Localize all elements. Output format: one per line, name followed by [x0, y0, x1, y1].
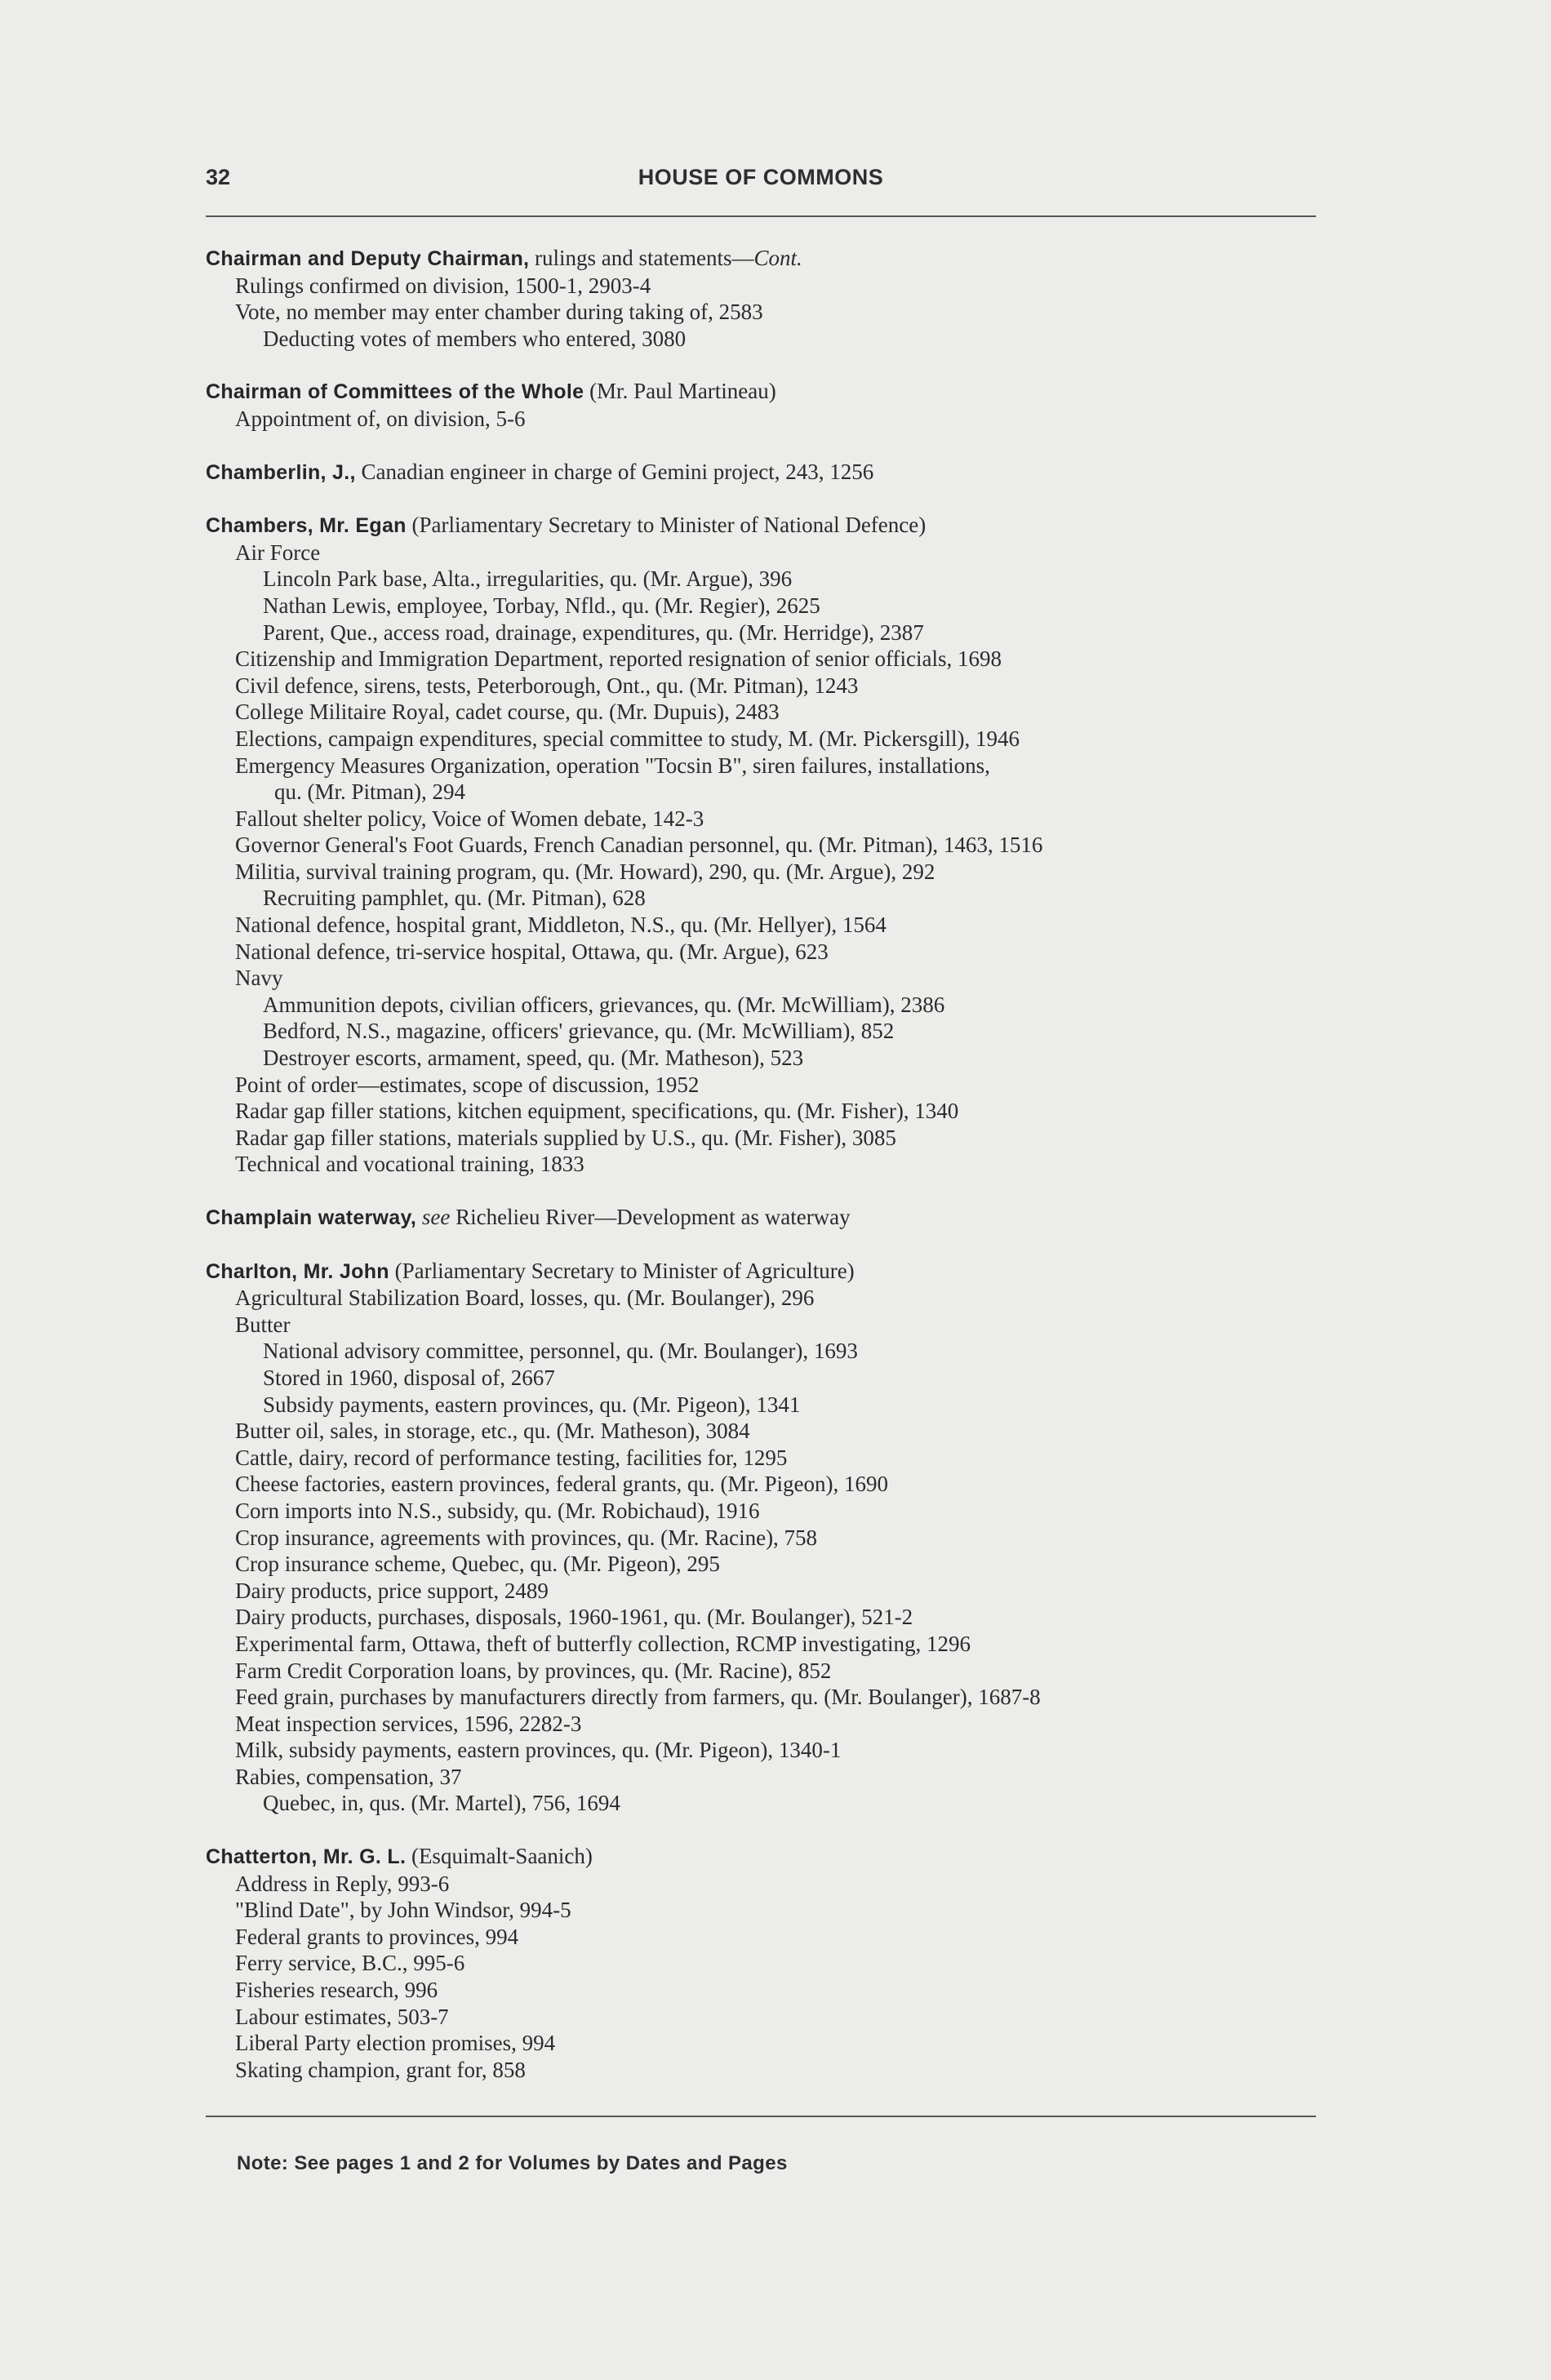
sub-subentry: Recruiting pamphlet, qu. (Mr. Pitman), 628 — [263, 886, 646, 911]
sub-subentry: National advisory committee, personnel, qu. (Mr. Boulanger), 1693 — [263, 1339, 858, 1364]
subentry: Rulings confirmed on division, 1500-1, 2903-4 — [235, 273, 651, 298]
footer-note: Note: See pages 1 and 2 for Volumes by Dates and Pages — [237, 2152, 788, 2174]
subentry: Skating champion, grant for, 858 — [235, 2057, 526, 2082]
entry-heading-detail: Canadian engineer in charge of Gemini project, 243, 1256 — [355, 459, 874, 484]
subentry: Labour estimates, 503-7 — [235, 2004, 449, 2029]
subentry: Meat inspection services, 1596, 2282-3 — [235, 1711, 582, 1736]
subentry: Air Force — [235, 539, 321, 565]
entry-heading-name: Chambers, Mr. Egan — [206, 514, 407, 538]
subentry: Elections, campaign expenditures, special committee to study, M. (Mr. Pickersgill), 1946 — [235, 726, 1020, 751]
subentry: Cheese factories, eastern provinces, federal grants, qu. (Mr. Pigeon), 1690 — [235, 1472, 888, 1497]
subentry: National defence, tri-service hospital, Ottawa, qu. (Mr. Argue), 623 — [235, 939, 829, 964]
sub-subentry: Subsidy payments, eastern provinces, qu. (Mr. Pigeon), 1341 — [263, 1392, 801, 1417]
index-entry — [206, 512, 1349, 1178]
entry-heading-name: Chamberlin, J., — [206, 460, 356, 484]
entry-heading-italic: Cont. — [753, 246, 802, 270]
entry-heading-detail: Richelieu River—Development as waterway — [450, 1205, 851, 1229]
subentry: Citizenship and Immigration Department, reported resignation of senior officials, 1698 — [235, 646, 1002, 672]
entry-heading — [206, 1258, 1349, 1285]
subentry: Navy — [235, 966, 283, 991]
subentry: Address in Reply, 993-6 — [235, 1871, 450, 1896]
entry-heading-detail: (Esquimalt-Saanich) — [406, 1844, 593, 1869]
subentry: Fisheries research, 996 — [235, 1978, 438, 2003]
subentry: Experimental farm, Ottawa, theft of butterfly collection, RCMP investigating, 1296 — [235, 1631, 971, 1656]
subentry: Emergency Measures Organization, operation "Tocsin B", siren failures, installations, — [235, 753, 990, 778]
subentry: Farm Credit Corporation loans, by provinces, qu. (Mr. Racine), 852 — [235, 1658, 832, 1683]
subentry: Cattle, dairy, record of performance testing, facilities for, 1295 — [235, 1445, 788, 1470]
subentry: Dairy products, purchases, disposals, 1960-1961, qu. (Mr. Boulanger), 521-2 — [235, 1605, 913, 1630]
subentry: Ferry service, B.C., 995-6 — [235, 1951, 465, 1976]
sub-subentry: Stored in 1960, disposal of, 2667 — [263, 1365, 555, 1390]
subentry: Agricultural Stabilization Board, losses, qu. (Mr. Boulanger), 296 — [235, 1285, 815, 1311]
index-entry — [206, 1843, 1349, 2083]
entry-heading — [206, 1843, 1349, 1871]
subentry: Feed grain, purchases by manufacturers directly from farmers, qu. (Mr. Boulanger), 1687-8 — [235, 1685, 1041, 1710]
subentry: Butter — [235, 1312, 291, 1337]
entry-heading-italic: see — [416, 1205, 451, 1229]
header-rule — [206, 215, 1316, 217]
index-body — [206, 245, 1349, 2109]
entry-heading-name: Chairman and Deputy Chairman, — [206, 247, 530, 270]
subentry: Liberal Party election promises, 994 — [235, 2031, 556, 2056]
subentry: Crop insurance scheme, Quebec, qu. (Mr. Pigeon), 295 — [235, 1552, 720, 1577]
entry-heading — [206, 459, 1349, 486]
sub-subentry: Nathan Lewis, employee, Torbay, Nfld., qu. (Mr. Regier), 2625 — [263, 593, 820, 618]
entry-heading-name: Charlton, Mr. John — [206, 1259, 389, 1283]
page-header — [206, 165, 1316, 199]
subentry: Appointment of, on division, 5-6 — [235, 406, 526, 431]
subentry: Corn imports into N.S., subsidy, qu. (Mr. Robichaud), 1916 — [235, 1498, 760, 1523]
entry-heading-detail: (Parliamentary Secretary to Minister of Agriculture) — [389, 1258, 855, 1283]
entry-heading-detail: rulings and statements— — [529, 246, 754, 270]
subentry: Radar gap filler stations, kitchen equipment, specifications, qu. (Mr. Fisher), 1340 — [235, 1099, 959, 1124]
index-entry — [206, 1258, 1349, 1817]
sub-subentry: Bedford, N.S., magazine, officers' grievance, qu. (Mr. McWilliam), 852 — [263, 1019, 895, 1044]
entry-heading-detail: (Mr. Paul Martineau) — [584, 379, 776, 404]
subentry: Milk, subsidy payments, eastern provinces, qu. (Mr. Pigeon), 1340-1 — [235, 1738, 842, 1763]
subentry: College Militaire Royal, cadet course, qu. (Mr. Dupuis), 2483 — [235, 699, 780, 725]
sub-subentry: Deducting votes of members who entered, 3080 — [263, 326, 687, 351]
sub-subentry: Ammunition depots, civilian officers, grievances, qu. (Mr. McWilliam), 2386 — [263, 992, 945, 1017]
subentry: Civil defence, sirens, tests, Peterborough, Ont., qu. (Mr. Pitman), 1243 — [235, 673, 859, 698]
running-title: HOUSE OF COMMONS — [638, 165, 884, 189]
subentry: Federal grants to provinces, 994 — [235, 1924, 519, 1949]
entry-heading-detail: (Parliamentary Secretary to Minister of National Defence) — [406, 513, 927, 538]
footer-rule — [206, 2116, 1316, 2117]
sub-subentry: Lincoln Park base, Alta., irregularities, qu. (Mr. Argue), 396 — [263, 566, 793, 592]
subentry: Vote, no member may enter chamber during taking of, 2583 — [235, 300, 763, 325]
sub-subentry: qu. (Mr. Pitman), 294 — [274, 779, 465, 805]
entry-heading — [206, 512, 1349, 539]
subentry: National defence, hospital grant, Middleton, N.S., qu. (Mr. Hellyer), 1564 — [235, 912, 887, 938]
subentry: Fallout shelter policy, Voice of Women debate, 142-3 — [235, 806, 704, 831]
entry-heading-name: Champlain waterway, — [206, 1206, 417, 1229]
subentry: Radar gap filler stations, materials supplied by U.S., qu. (Mr. Fisher), 3085 — [235, 1125, 896, 1150]
entry-heading — [206, 1204, 1349, 1232]
entry-heading-name: Chatterton, Mr. G. L. — [206, 1845, 407, 1869]
entry-heading — [206, 245, 1349, 273]
subentry: Governor General's Foot Guards, French Canadian personnel, qu. (Mr. Pitman), 1463, 1516 — [235, 833, 1043, 858]
page-number: 32 — [206, 165, 231, 189]
subentry: Rabies, compensation, 37 — [235, 1764, 462, 1789]
index-entry — [206, 1204, 1349, 1232]
index-entry — [206, 245, 1349, 352]
subentry: Dairy products, price support, 2489 — [235, 1578, 549, 1603]
subentry: "Blind Date", by John Windsor, 994-5 — [235, 1898, 571, 1923]
subentry: Point of order—estimates, scope of discussion, 1952 — [235, 1072, 700, 1097]
sub-subentry: Parent, Que., access road, drainage, expenditures, qu. (Mr. Herridge), 2387 — [263, 619, 924, 645]
subentry: Crop insurance, agreements with provinces, qu. (Mr. Racine), 758 — [235, 1525, 818, 1550]
sub-subentry: Destroyer escorts, armament, speed, qu. (Mr. Matheson), 523 — [263, 1046, 804, 1071]
sub-subentry: Quebec, in, qus. (Mr. Martel), 756, 1694 — [263, 1791, 620, 1816]
index-entry — [206, 459, 1349, 486]
subentry: Butter oil, sales, in storage, etc., qu. (Mr. Matheson), 3084 — [235, 1419, 750, 1444]
subentry: Militia, survival training program, qu. (Mr. Howard), 290, qu. (Mr. Argue), 292 — [235, 859, 935, 884]
index-entry — [206, 378, 1349, 432]
subentry: Technical and vocational training, 1833 — [235, 1152, 584, 1177]
entry-heading-name: Chairman of Committees of the Whole — [206, 380, 584, 404]
entry-heading — [206, 378, 1349, 406]
